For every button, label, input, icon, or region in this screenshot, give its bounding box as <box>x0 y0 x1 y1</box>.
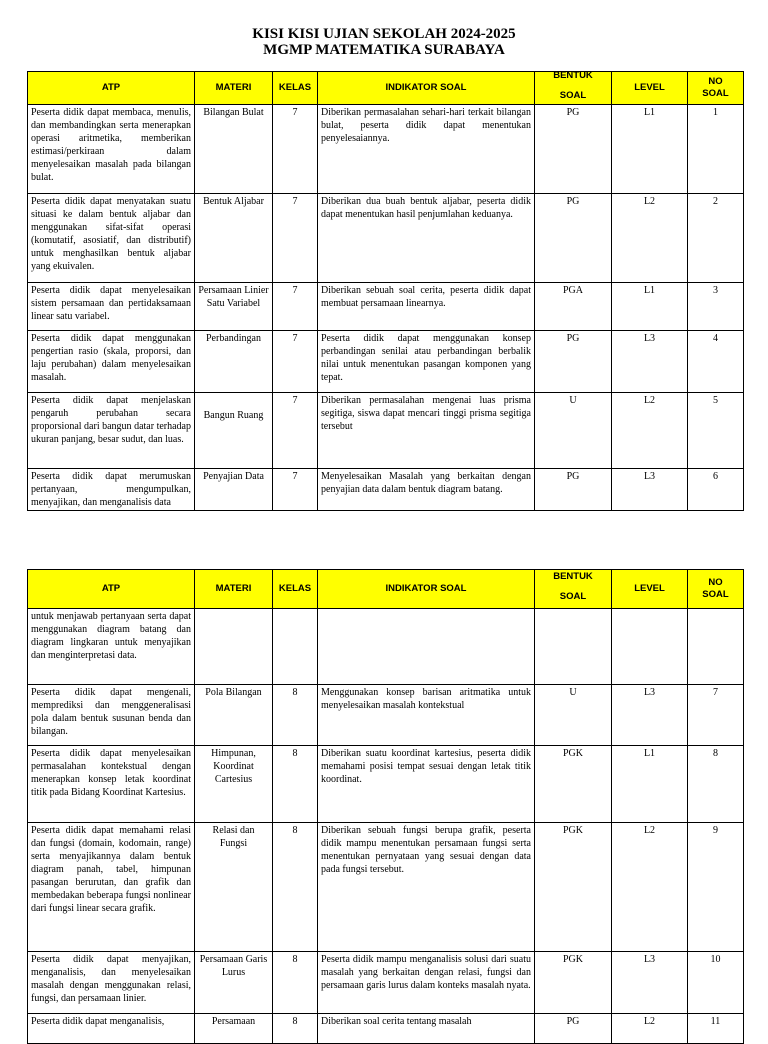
cell-materi: Penyajian Data <box>195 469 273 511</box>
kisi-table-2 <box>27 569 744 1044</box>
cell-atp: untuk menjawab pertanyaan serta dapat menggunakan diagram batang dan diagram lingkaran untuk menyajikan dan menginterpretasi data. <box>28 609 195 685</box>
kisi-table-1 <box>27 71 744 511</box>
cell-indikator <box>318 609 535 685</box>
cell-indikator: Peserta didik mampu menganalisis solusi dari suatu masalah yang berkaitan dengan relasi, fungsi dan persamaan garis lurus dalam konteks masalah nyata. <box>318 952 535 1014</box>
cell-kelas: 8 <box>273 1014 318 1044</box>
header-kelas: KELAS <box>273 72 318 105</box>
cell-level: L2 <box>612 823 688 952</box>
header-atp: ATP <box>28 72 195 105</box>
header-kelas: KELAS <box>273 570 318 609</box>
header-materi: MATERI <box>195 72 273 105</box>
cell-level: L3 <box>612 952 688 1014</box>
cell-materi: Himpunan, Koordinat Cartesius <box>195 746 273 823</box>
cell-indikator: Diberikan soal cerita tentang masalah <box>318 1014 535 1044</box>
cell-level: L3 <box>612 469 688 511</box>
cell-bentuk: PGK <box>535 952 612 1014</box>
header-level: LEVEL <box>612 72 688 105</box>
cell-materi: Persamaan Garis Lurus <box>195 952 273 1014</box>
cell-kelas: 8 <box>273 746 318 823</box>
cell-bentuk <box>535 609 612 685</box>
header-atp: ATP <box>28 570 195 609</box>
cell-no: 2 <box>688 194 744 283</box>
cell-kelas: 7 <box>273 393 318 469</box>
cell-no: 5 <box>688 393 744 469</box>
cell-no: 10 <box>688 952 744 1014</box>
cell-indikator: Diberikan permasalahan sehari-hari terkait bilangan bulat, peserta didik dapat menentukan penyelesaiannya. <box>318 105 535 194</box>
cell-materi: Persamaan Linier Satu Variabel <box>195 283 273 331</box>
cell-bentuk: U <box>535 685 612 746</box>
cell-indikator: Diberikan sebuah fungsi berupa grafik, peserta didik mampu menentukan persamaan fungsi serta menentukan pernyataan yang sesuai dengan data pada fungsi tersebut. <box>318 823 535 952</box>
cell-bentuk: PG <box>535 469 612 511</box>
document-title <box>0 26 768 58</box>
table-row <box>28 1014 744 1044</box>
cell-bentuk: PGK <box>535 746 612 823</box>
table-row <box>28 393 744 469</box>
header-indikator: INDIKATOR SOAL <box>318 570 535 609</box>
cell-indikator: Diberikan permasalahan mengenai luas prisma segitiga, siswa dapat mencari tinggi prisma segitiga tersebut <box>318 393 535 469</box>
table-row <box>28 331 744 393</box>
cell-bentuk: PG <box>535 194 612 283</box>
cell-atp: Peserta didik dapat menyelesaikan permasalahan kontekstual dengan menerapkan konsep letak koordinat titik pada Bidang Koordinat Kartesius. <box>28 746 195 823</box>
cell-materi: Perbandingan <box>195 331 273 393</box>
cell-atp: Peserta didik dapat menggunakan pengertian rasio (skala, proporsi, dan laju perubahan) dalam menyelesaikan masalah. <box>28 331 195 393</box>
cell-materi: Bangun Ruang <box>195 393 273 469</box>
cell-atp: Peserta didik dapat menyajikan, menganalisis, dan menyelesaikan masalah dengan menggunakan relasi, fungsi, dan persamaan linier. <box>28 952 195 1014</box>
cell-kelas: 7 <box>273 469 318 511</box>
cell-materi: Bilangan Bulat <box>195 105 273 194</box>
table-row <box>28 746 744 823</box>
cell-level: L3 <box>612 685 688 746</box>
cell-level: L2 <box>612 194 688 283</box>
cell-indikator: Diberikan sebuah soal cerita, peserta didik dapat membuat persamaan linearnya. <box>318 283 535 331</box>
table-row <box>28 283 744 331</box>
cell-atp: Peserta didik dapat menyelesaikan sistem persamaan dan pertidaksamaan linear satu variabel. <box>28 283 195 331</box>
cell-level: L1 <box>612 746 688 823</box>
header-level: LEVEL <box>612 570 688 609</box>
cell-atp: Peserta didik dapat menjelaskan pengaruh perubahan secara proporsional dari bangun datar terhadap ukuran panjang, besar sudut, dan luas. <box>28 393 195 469</box>
cell-level: L2 <box>612 393 688 469</box>
table-row <box>28 685 744 746</box>
cell-bentuk: PG <box>535 331 612 393</box>
cell-no: 9 <box>688 823 744 952</box>
cell-no <box>688 609 744 685</box>
cell-materi: Relasi dan Fungsi <box>195 823 273 952</box>
cell-no: 4 <box>688 331 744 393</box>
table-header-row <box>28 570 744 609</box>
cell-level: L3 <box>612 331 688 393</box>
cell-kelas: 7 <box>273 331 318 393</box>
header-bentuk-soal: BENTUK SOAL <box>535 570 612 609</box>
cell-indikator: Diberikan dua buah bentuk aljabar, peserta didik dapat menentukan hasil penjumlahan keduanya. <box>318 194 535 283</box>
cell-level: L1 <box>612 105 688 194</box>
cell-bentuk: PGA <box>535 283 612 331</box>
cell-kelas: 7 <box>273 194 318 283</box>
cell-kelas: 8 <box>273 685 318 746</box>
cell-no: 6 <box>688 469 744 511</box>
cell-kelas: 7 <box>273 105 318 194</box>
cell-level: L2 <box>612 1014 688 1044</box>
cell-no: 7 <box>688 685 744 746</box>
header-no-soal: NO SOAL <box>688 570 744 609</box>
cell-materi: Bentuk Aljabar <box>195 194 273 283</box>
cell-bentuk: PGK <box>535 823 612 952</box>
cell-atp: Peserta didik dapat menganalisis, <box>28 1014 195 1044</box>
cell-level <box>612 609 688 685</box>
cell-indikator: Menggunakan konsep barisan aritmatika untuk menyelesaikan masalah kontekstual <box>318 685 535 746</box>
cell-bentuk: PG <box>535 105 612 194</box>
cell-atp: Peserta didik dapat merumuskan pertanyaan, mengumpulkan, menyajikan, dan menganalisis data <box>28 469 195 511</box>
cell-indikator: Diberikan suatu koordinat kartesius, peserta didik memahami posisi tempat sesuai dengan letak titik koordinat. <box>318 746 535 823</box>
cell-indikator: Peserta didik dapat menggunakan konsep perbandingan senilai atau perbandingan berbalik nilai untuk menentukan pasangan komponen yang tepat. <box>318 331 535 393</box>
cell-kelas: 8 <box>273 823 318 952</box>
table-row <box>28 609 744 685</box>
cell-no: 3 <box>688 283 744 331</box>
header-materi: MATERI <box>195 570 273 609</box>
cell-bentuk: U <box>535 393 612 469</box>
table-row <box>28 952 744 1014</box>
table-row <box>28 823 744 952</box>
cell-no: 1 <box>688 105 744 194</box>
cell-bentuk: PG <box>535 1014 612 1044</box>
cell-atp: Peserta didik dapat memahami relasi dan fungsi (domain, kodomain, range) serta menyajikannya dalam bentuk diagram panah, tabel, himpunan pasangan berurutan, dan grafik dan membedakan beberapa fungsi nonlinear dari fungsi linear secara grafik. <box>28 823 195 952</box>
title-line-2: MGMP MATEMATIKA SURABAYA <box>263 42 505 58</box>
cell-no: 8 <box>688 746 744 823</box>
cell-kelas <box>273 609 318 685</box>
table-row <box>28 105 744 194</box>
table-row <box>28 194 744 283</box>
cell-atp: Peserta didik dapat menyatakan suatu situasi ke dalam bentuk aljabar dan menggunakan sifat-sifat operasi (komutatif, asosiatif, dan distributif) untuk menghasilkan bentuk aljabar yang ekuivalen. <box>28 194 195 283</box>
cell-materi <box>195 609 273 685</box>
table-row <box>28 469 744 511</box>
title-line-1: KISI KISI UJIAN SEKOLAH 2024-2025 <box>252 26 516 42</box>
header-bentuk-soal: BENTUK SOAL <box>535 72 612 105</box>
cell-materi: Persamaan <box>195 1014 273 1044</box>
cell-kelas: 8 <box>273 952 318 1014</box>
header-indikator: INDIKATOR SOAL <box>318 72 535 105</box>
cell-materi: Pola Bilangan <box>195 685 273 746</box>
cell-no: 11 <box>688 1014 744 1044</box>
cell-atp: Peserta didik dapat membaca, menulis, dan membandingkan serta menerapkan operasi aritmetika, memberikan estimasi/perkiraan dalam menyelesaikan masalah pada bilangan bulat. <box>28 105 195 194</box>
table-header-row <box>28 72 744 105</box>
header-no-soal: NO SOAL <box>688 72 744 105</box>
cell-indikator: Menyelesaikan Masalah yang berkaitan dengan penyajian data dalam bentuk diagram batang. <box>318 469 535 511</box>
cell-kelas: 7 <box>273 283 318 331</box>
cell-atp: Peserta didik dapat mengenali, memprediksi dan menggeneralisasi pola dalam bentuk susunan benda dan bilangan. <box>28 685 195 746</box>
cell-level: L1 <box>612 283 688 331</box>
